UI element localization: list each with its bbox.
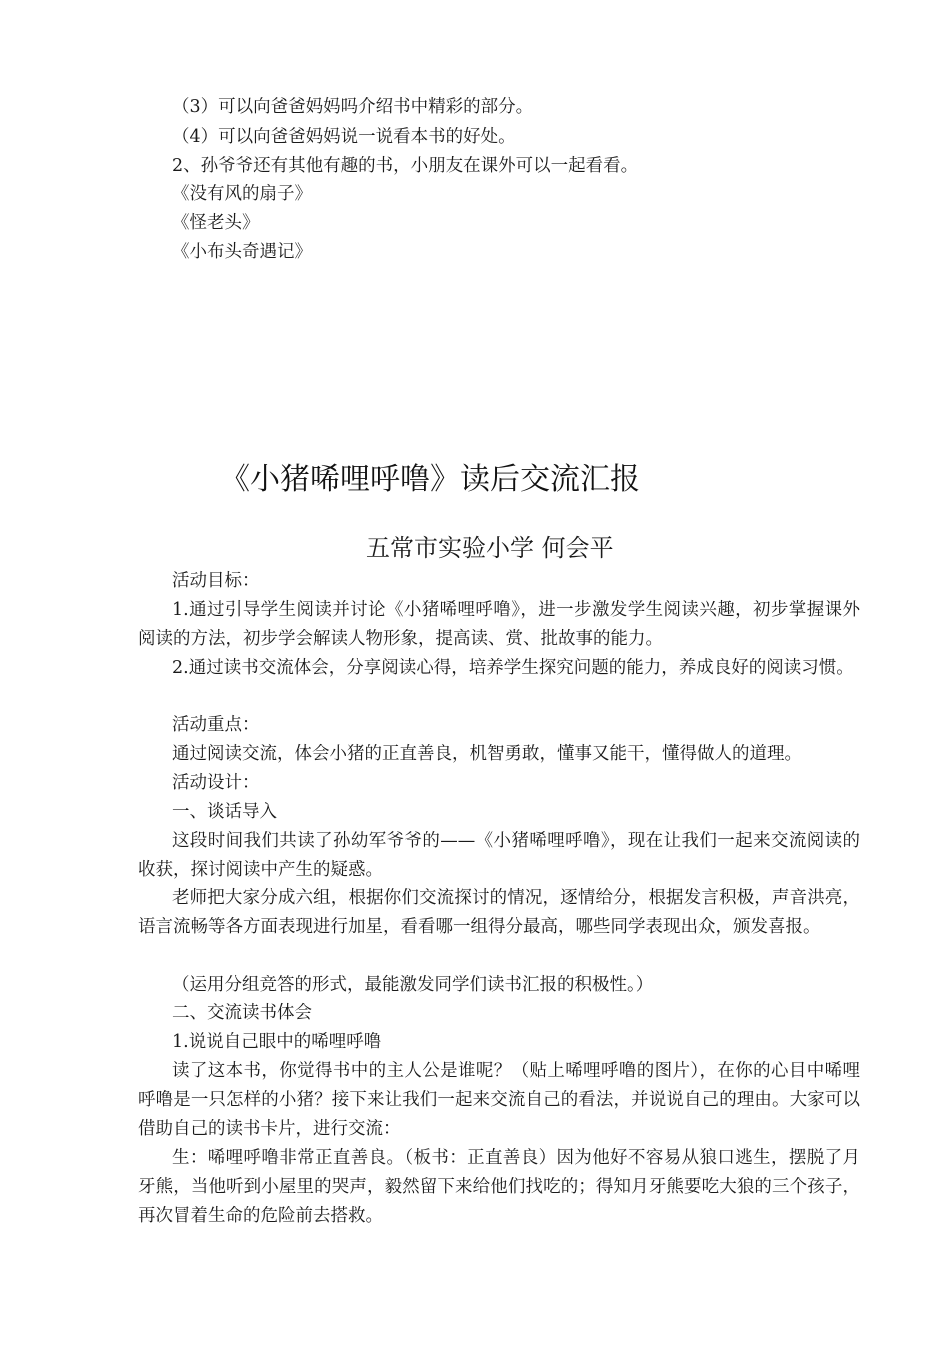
paragraph: 1.通过引导学生阅读并讨论《小猪唏哩呼噜》，进一步激发学生阅读兴趣，初步掌握课外阅读的方法，初步学会解读人物形象，提高读、赏、批故事的能力。 <box>138 600 860 649</box>
book-title-item: 《没有风的扇子》 <box>172 184 312 204</box>
document-title: 《小猪唏哩呼噜》读后交流汇报 <box>220 462 640 497</box>
paragraph: 生：唏哩呼噜非常正直善良。（板书：正直善良）因为他好不容易从狼口逃生，摆脱了月牙熊，当他听到小屋里的哭声，毅然留下来给他们找吃的；得知月牙熊要吃大狼的三个孩子，再次冒着生命的危险前去搭救。 <box>138 1148 860 1226</box>
heading-focus: 活动重点： <box>172 715 260 735</box>
paragraph: 2.通过读书交流体会，分享阅读心得，培养学生探究问题的能力，养成良好的阅读习惯。 <box>172 658 854 678</box>
author-line: 五常市实验小学 何会平 <box>366 534 614 562</box>
section-heading: 二、交流读书体会 <box>172 1003 312 1023</box>
paragraph: 通过阅读交流，体会小猪的正直善良，机智勇敢，懂事又能干，懂得做人的道理。 <box>172 744 802 764</box>
subsection-heading: 1.说说自己眼中的唏哩呼噜 <box>172 1032 382 1052</box>
section-heading: 一、谈话导入 <box>172 802 277 822</box>
paragraph: 老师把大家分成六组，根据你们交流探讨的情况，逐情给分，根据发言积极，声音洪亮，语言流畅等各方面表现进行加星，看看哪一组得分最高，哪些同学表现出众，颁发喜报。 <box>138 888 860 937</box>
heading-design: 活动设计： <box>172 773 260 793</box>
paragraph: 读了这本书，你觉得书中的主人公是谁呢？（贴上唏哩呼噜的图片），在你的心目中唏哩呼噜是一只怎样的小猪？接下来让我们一起来交流自己的看法，并说说自己的理由。大家可以借助自己的读书卡片，进行交流： <box>138 1061 860 1139</box>
list-item: （3）可以向爸爸妈妈吗介绍书中精彩的部分。 <box>172 97 534 117</box>
heading-goals: 活动目标： <box>172 571 260 591</box>
paragraph: 这段时间我们共读了孙幼军爷爷的——《小猪唏哩呼噜》，现在让我们一起来交流阅读的收获，探讨阅读中产生的疑惑。 <box>138 831 860 880</box>
book-title-item: 《小布头奇遇记》 <box>172 242 312 262</box>
list-item: （4）可以向爸爸妈妈说一说看本书的好处。 <box>172 127 516 147</box>
list-item: 2、孙爷爷还有其他有趣的书，小朋友在课外可以一起看看。 <box>172 156 639 176</box>
paragraph-note: （运用分组竞答的形式，最能激发同学们读书汇报的积极性。） <box>172 975 654 995</box>
book-title-item: 《怪老头》 <box>172 213 260 233</box>
